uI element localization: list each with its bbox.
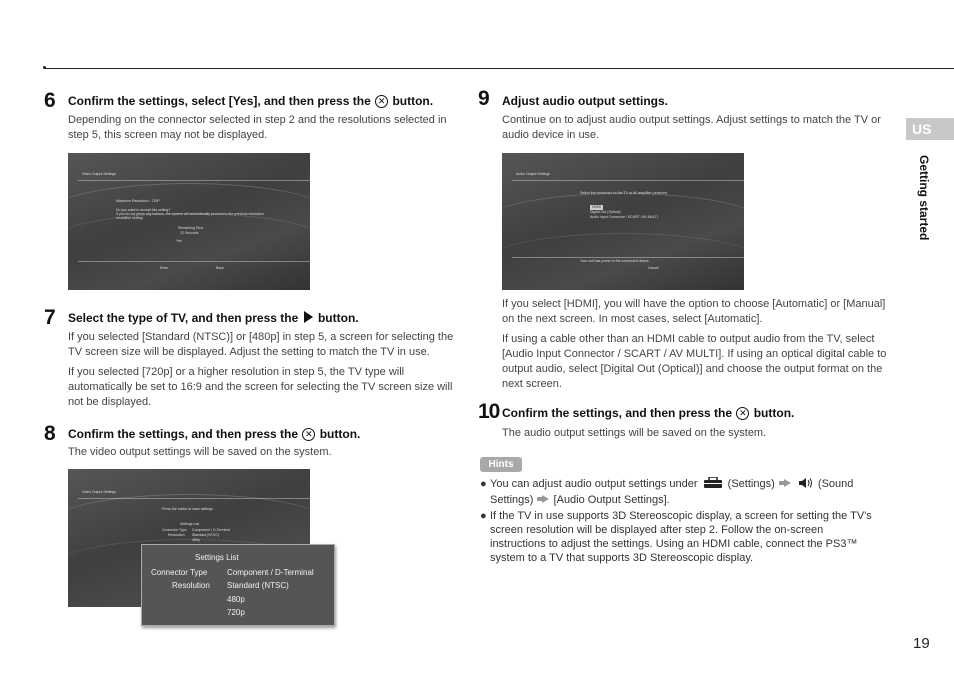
- screen-divider: [78, 498, 310, 499]
- wave-decoration: [68, 213, 310, 274]
- screen-line: Do you want to accept this setting?: [116, 208, 171, 212]
- screen-res: Resolution: [168, 533, 185, 537]
- screen-option-selected: HDMI: [592, 205, 601, 209]
- settings-toolbox-icon: [703, 477, 723, 493]
- hint-text-part: You can adjust audio output settings under: [490, 478, 698, 490]
- screen-ct: Connector Type: [162, 528, 187, 532]
- step-10-title: [502, 406, 794, 421]
- step-8-paragraph: The video output settings will be saved on the system.: [68, 446, 332, 458]
- screen-option: Audio Input Connector / SCART / AV MULTI: [590, 215, 658, 219]
- step-10-title-end: button.: [753, 406, 795, 420]
- sound-settings-icon: [797, 477, 813, 493]
- step-9-paragraph: If using a cable other than an HDMI cable to output audio from the TV, select [Audio Input Connector / SCART / AV MULTI]. If using an optical digital cable to output audio, select [Digital Out (Optical)] and choose the output format on the next screen.: [502, 333, 887, 390]
- screenshot-audio-output: [502, 153, 744, 290]
- screen-left: Enter: [160, 266, 169, 270]
- step-8-body: [68, 445, 458, 465]
- screen-divider: [78, 261, 310, 262]
- screen-divider: [78, 180, 310, 181]
- hint-text: [490, 477, 880, 507]
- screen-rv1: Standard (NTSC): [192, 533, 220, 537]
- step-8-title: [68, 427, 360, 442]
- zoom-value: Standard (NTSC): [227, 581, 289, 590]
- screen-foot: Your unit has power to the connected device.: [580, 259, 650, 263]
- screen-header: Video Output Settings: [82, 172, 116, 176]
- screen-rv2: 480p: [192, 538, 200, 542]
- step-9-paragraph: Continue on to adjust audio output settings. Adjust settings to match the TV or audio device in use.: [502, 114, 881, 141]
- screen-divider: [512, 180, 744, 181]
- step-9-after: [502, 297, 894, 397]
- bullet: ●: [480, 478, 487, 490]
- screen-remain: Remaining Time: [178, 226, 204, 230]
- zoom-title: Settings List: [195, 553, 239, 562]
- step-10-paragraph: The audio output settings will be saved on the system.: [502, 427, 767, 439]
- zoom-label: Connector Type: [151, 568, 208, 577]
- screen-header: Audio Output Settings: [516, 172, 551, 176]
- step-9-number: 9: [478, 87, 489, 110]
- step-10-body: [502, 426, 892, 446]
- step-6-body: [68, 113, 458, 148]
- step-6-title-text: Confirm the settings, select [Yes], and then press the: [68, 94, 371, 108]
- language-tab-label: US: [912, 121, 932, 137]
- cross-button-icon: ✕: [302, 428, 315, 441]
- cross-button-icon: ✕: [736, 407, 749, 420]
- screen-prompt: Press the button to save settings.: [162, 507, 214, 511]
- step-6-title: [68, 94, 433, 109]
- cross-button-icon: ✕: [375, 95, 388, 108]
- screenshot-confirm-resolution: [68, 153, 310, 290]
- step-7-title: [68, 311, 359, 326]
- arrow-right-icon: [536, 493, 550, 507]
- step-7-body: [68, 330, 460, 415]
- right-direction-icon: [304, 311, 313, 323]
- screen-line: resolution setting.: [116, 216, 144, 220]
- screen-header: Video Output Settings: [82, 490, 116, 494]
- step-10-number: 10: [478, 400, 500, 423]
- hint-text-part: (Settings): [727, 478, 775, 490]
- hint-text-part: [Audio Output Settings].: [553, 494, 670, 506]
- screen-list: Settings List: [180, 522, 200, 526]
- screen-right: Back: [216, 266, 224, 270]
- bullet: ●: [480, 510, 487, 522]
- step-6-title-end: button.: [392, 94, 434, 108]
- rule-endpoint: [43, 66, 46, 69]
- screen-right: Cancel: [648, 266, 659, 270]
- step-7-paragraph: If you selected [Standard (NTSC)] or [480p] in step 5, a screen for selecting the TV screen size will be displayed. Adjust the setting to match the TV in use.: [68, 331, 454, 358]
- screen-line: Maximum Resolution : 720P: [116, 199, 160, 203]
- arrow-right-icon: [778, 477, 792, 491]
- settings-list-zoom: [141, 544, 335, 626]
- screen-line: If you do not press any buttons, the system will automatically proceed to the previous resolution: [116, 212, 264, 216]
- page-number: 19: [913, 635, 930, 652]
- step-9-body: [502, 113, 892, 148]
- step-9-paragraph: If you select [HDMI], you will have the option to choose [Automatic] or [Manual] on the next screen. In most cases, select [Automatic].: [502, 298, 886, 325]
- hints-badge: Hints: [480, 457, 522, 472]
- hint-text: If the TV in use supports 3D Stereoscopic display, a screen for setting the TV's screen resolution will be displayed after step 2. Follow the on-screen instructions to adjust the settings. Using an HDMI cable, connect the PS3™ system to a TV that supports 3D Stereoscopic display.: [490, 510, 872, 564]
- hint-text-part: (Sound Settings): [490, 478, 854, 506]
- top-rule: [44, 68, 954, 69]
- zoom-value: 480p: [227, 595, 245, 604]
- step-6-number: 6: [44, 89, 55, 112]
- step-7-title-text: Select the type of TV, and then press the: [68, 311, 299, 325]
- step-9-title: Adjust audio output settings.: [502, 94, 668, 108]
- section-title: Getting started: [917, 155, 931, 241]
- step-10-title-text: Confirm the settings, and then press the: [502, 406, 733, 420]
- screen-option: Digital Out (Optical): [590, 210, 621, 214]
- screen-secs: 22 Seconds: [180, 231, 199, 235]
- step-7-number: 7: [44, 306, 55, 329]
- zoom-label: Resolution: [172, 581, 210, 590]
- step-7-title-end: button.: [317, 311, 359, 325]
- screen-divider: [512, 257, 744, 258]
- step-8-number: 8: [44, 422, 55, 445]
- screen-ctv: Component / D-Terminal: [192, 528, 230, 532]
- zoom-value: Component / D-Terminal: [227, 568, 314, 577]
- screen-yes: Yes: [176, 239, 182, 243]
- screen-prompt: Select the connector on the TV or AV amplifier (receiver).: [580, 191, 669, 195]
- step-6-paragraph: Depending on the connector selected in step 2 and the resolutions selected in step 5, this screen may not be displayed.: [68, 114, 447, 141]
- step-8-title-text: Confirm the settings, and then press the: [68, 427, 299, 441]
- step-7-paragraph: If you selected [720p] or a higher resolution in step 5, the TV type will automatically be set to 16:9 and the screen for selecting the TV screen size will not be displayed.: [68, 366, 453, 408]
- zoom-value: 720p: [227, 608, 245, 617]
- step-8-title-end: button.: [319, 427, 361, 441]
